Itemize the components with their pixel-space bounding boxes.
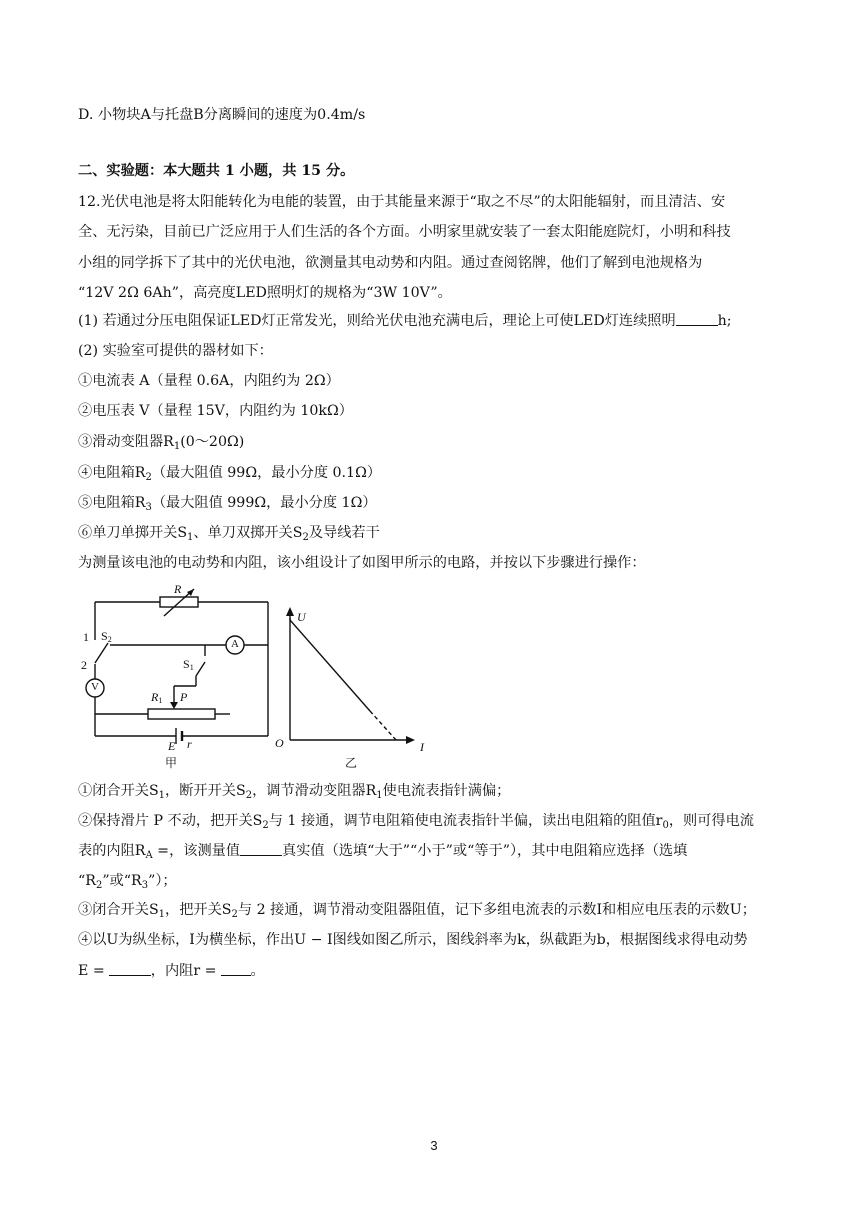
eq3-text: ③滑动变阻器R — [78, 434, 174, 450]
q12-line-1: 12.光伏电池是将太阳能转化为电能的装置，由于其能量来源于“取之不尽”的太阳能辐射，而且清洁、安 — [78, 194, 726, 210]
label-r: R — [174, 582, 182, 596]
label-r-internal: r — [187, 737, 192, 751]
step-1 — [78, 781, 510, 806]
step-2-line-1 — [78, 811, 754, 836]
s2-sub1: 2 — [262, 820, 269, 831]
s1-sub1: 1 — [158, 790, 166, 801]
s4-d: 。 — [250, 963, 265, 979]
page-number: 3 — [430, 1138, 438, 1153]
eq6-sub-1: 1 — [187, 532, 194, 543]
s2-b: 与 1 接通，调节电阻箱使电流表指针半偏，读出电阻箱的阻值r — [268, 813, 663, 829]
s2-d: 表的内阻R — [78, 843, 146, 859]
s1-sub2: 2 — [245, 790, 253, 801]
sub-question-2: (2) 实验室可提供的器材如下： — [78, 343, 273, 359]
eq6-text-a: ⑥单刀单掷开关S — [78, 525, 188, 541]
eq6-sub-2: 2 — [302, 532, 309, 543]
answer-blank-hours[interactable] — [676, 311, 718, 326]
answer-blank-emf[interactable] — [109, 961, 151, 976]
answer-blank-compare[interactable] — [240, 841, 282, 856]
s1-sub3: 1 — [376, 790, 383, 801]
label-e: E — [168, 739, 176, 753]
s2-sub3: A — [145, 850, 153, 861]
eq6-text-c: 及导线若干 — [308, 525, 380, 541]
equipment-2: ②电压表 V（量程 15V，内阻约为 10kΩ） — [78, 403, 353, 419]
s1-b: ，断开开关S — [165, 783, 246, 799]
eq5-spec: （最大阻值 999Ω，最小分度 1Ω） — [151, 495, 377, 511]
eq4-spec: （最大阻值 99Ω，最小分度 0.1Ω） — [151, 465, 382, 481]
label-s1: S1 — [183, 657, 194, 672]
q12-line-2: 全、无污染，目前已广泛应用于人们生活的各个方面。小明家里就安装了一套太阳能庭院灯，小明和科技 — [78, 224, 731, 240]
sub1-text: (1) 若通过分压电阻保证LED灯正常发光，则给光伏电池充满电后，理论上可使LED灯连续照明 — [78, 313, 676, 329]
sub-question-1 — [78, 311, 732, 331]
s2-sub4: 2 — [95, 880, 103, 891]
s2-i: ”）； — [148, 873, 177, 889]
equipment-6 — [78, 523, 380, 548]
eq3-range: (0～20Ω) — [180, 434, 245, 450]
label-v: V — [91, 681, 99, 693]
s2-g: “R — [78, 873, 96, 889]
eq3-sub: 1 — [173, 441, 181, 452]
option-d: D. 小物块A与托盘B分离瞬间的速度为0.4m/s — [78, 107, 366, 123]
eq6-text-b: 、单刀双掷开关S — [193, 525, 303, 541]
label-s2: S2 — [101, 629, 112, 644]
s2-f: 真实值（选填“大于”“小于”或“等于”），其中电阻箱应选择（选填 — [282, 843, 688, 859]
caption-yi: 乙 — [345, 756, 358, 770]
s4-c: ，内阻r = — [150, 963, 217, 979]
label-r1: R1 — [151, 690, 163, 705]
eq4-text: ④电阻箱R — [78, 465, 146, 481]
s1-d: 使电流表指针满偏； — [382, 783, 511, 799]
s3-b: ，把开关S — [165, 902, 232, 918]
s2-a: ②保持滑片 P 不动，把开关S — [78, 813, 263, 829]
s2-sub2: 0 — [662, 820, 669, 831]
s4-b: E = — [78, 963, 105, 979]
s3-sub1: 1 — [158, 909, 166, 920]
label-origin: O — [275, 736, 284, 750]
step-4-line-2 — [78, 961, 265, 981]
label-a: A — [231, 638, 239, 650]
s1-a: ①闭合开关S — [78, 783, 159, 799]
equipment-1: ①电流表 A（量程 0.6A，内阻约为 2Ω） — [78, 373, 340, 389]
step-2-line-2 — [78, 841, 687, 866]
step-3 — [78, 900, 756, 925]
answer-blank-internal-r[interactable] — [221, 961, 251, 976]
equipment-4 — [78, 463, 381, 488]
circuit-intro: 为测量该电池的电动势和内阻，该小组设计了如图甲所示的电路，并按以下步骤进行操作： — [78, 555, 646, 571]
eq4-sub: 2 — [145, 472, 152, 483]
label-i-axis: I — [420, 740, 424, 754]
step-4-line-1: ④以U为纵坐标，I为横坐标，作出U − I图线如图乙所示，图线斜率为k，纵截距为b，根据图线求得电动势 — [78, 932, 748, 948]
sub1-unit: h; — [717, 313, 732, 329]
s2-h: ”或“R — [102, 873, 142, 889]
label-one: 1 — [83, 630, 89, 644]
s3-a: ③闭合开关S — [78, 902, 159, 918]
figure-labels — [0, 580, 868, 780]
label-two: 2 — [81, 658, 87, 672]
s1-c: ，调节滑动变阻器R — [252, 783, 377, 799]
step-2-line-3 — [78, 871, 177, 896]
s3-sub2: 2 — [231, 909, 238, 920]
equipment-3 — [78, 432, 244, 457]
label-p: P — [180, 690, 188, 704]
s2-e: =，该测量值 — [152, 843, 241, 859]
equipment-5 — [78, 493, 377, 518]
label-u-axis: U — [297, 610, 306, 624]
q12-line-3: 小组的同学拆下了其中的光伏电池，欲测量其电动势和内阻。通过查阅铭牌，他们了解到电池规格为 — [78, 255, 703, 271]
caption-jia: 甲 — [165, 756, 178, 770]
section-title: 二、实验题：本大题共 1 小题，共 15 分。 — [78, 163, 355, 179]
q12-line-4: “12V 2Ω 6Ah”，高亮度LED照明灯的规格为“3W 10V”。 — [78, 285, 452, 301]
eq5-text: ⑤电阻箱R — [78, 495, 146, 511]
s2-c: ，则可得电流 — [668, 813, 754, 829]
eq5-sub: 3 — [145, 502, 152, 513]
s3-c: 与 2 接通，调节滑动变阻器阻值，记下多组电流表的示数I和相应电压表的示数U； — [237, 902, 756, 918]
s2-sub5: 3 — [141, 880, 149, 891]
